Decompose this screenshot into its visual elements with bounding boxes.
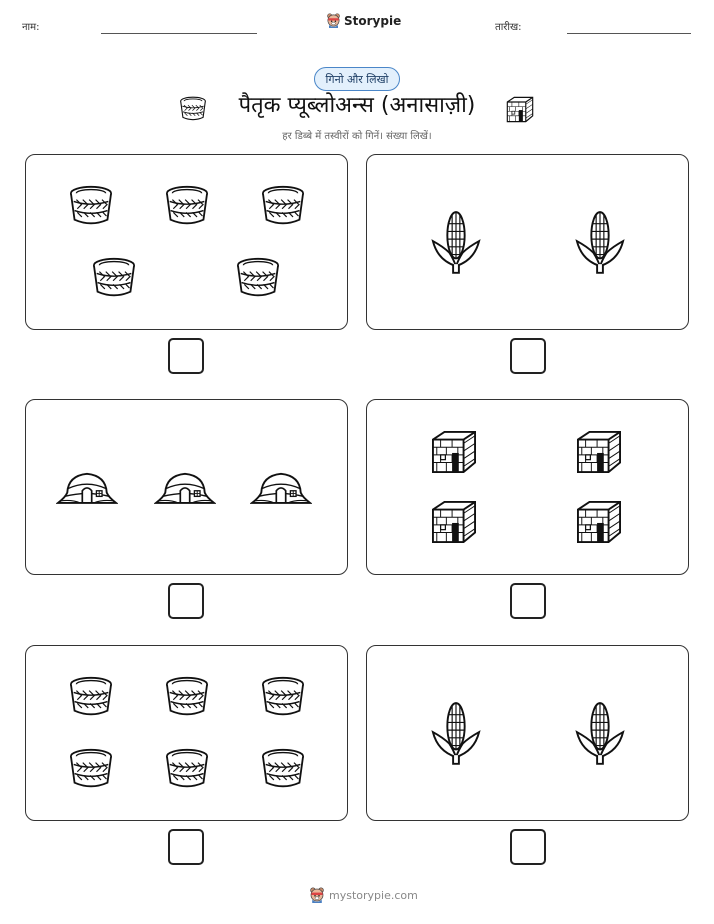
name-line[interactable]	[101, 33, 257, 34]
corn-icon	[574, 210, 626, 274]
pueblo-house-icon	[574, 500, 624, 544]
basket-icon	[164, 748, 210, 790]
pueblo-house-icon	[505, 96, 535, 123]
pueblo-house-icon	[429, 430, 479, 474]
name-label: नाम:	[22, 22, 40, 33]
hut-icon	[154, 468, 216, 506]
brand-name: Storypie	[344, 13, 402, 28]
instructions: हर डिब्बे में तस्वीरों को गिनें। संख्या लिखें।	[282, 131, 432, 142]
brand-logo	[326, 13, 401, 28]
basket-icon	[260, 676, 306, 718]
counting-box-4	[366, 399, 689, 575]
basket-icon	[68, 676, 114, 718]
basket-icon	[260, 185, 306, 227]
hut-icon	[56, 468, 118, 506]
counting-box-5	[25, 645, 348, 821]
basket-icon	[68, 185, 114, 227]
bear-mascot-icon	[309, 887, 325, 903]
answer-box-2[interactable]	[510, 338, 546, 374]
basket-icon	[164, 676, 210, 718]
worksheet-tag: गिनो और लिखो	[314, 67, 400, 91]
answer-box-5[interactable]	[168, 829, 204, 865]
hut-icon	[250, 468, 312, 506]
answer-box-6[interactable]	[510, 829, 546, 865]
counting-box-2	[366, 154, 689, 330]
bear-mascot-icon	[326, 13, 341, 28]
corn-icon	[430, 701, 482, 765]
counting-box-3	[25, 399, 348, 575]
basket-icon	[235, 257, 281, 299]
worksheet-title: पैतृक प्यूब्लोअन्स (अनासाज़ी)	[238, 93, 476, 118]
basket-icon	[91, 257, 137, 299]
answer-box-3[interactable]	[168, 583, 204, 619]
corn-icon	[574, 701, 626, 765]
pueblo-house-icon	[429, 500, 479, 544]
date-line[interactable]	[567, 33, 691, 34]
answer-box-1[interactable]	[168, 338, 204, 374]
footer-url[interactable]: mystorypie.com	[329, 888, 418, 902]
basket-icon	[260, 748, 306, 790]
answer-box-4[interactable]	[510, 583, 546, 619]
basket-icon	[164, 185, 210, 227]
date-label: तारीख:	[495, 22, 522, 33]
pueblo-house-icon	[574, 430, 624, 474]
counting-box-6	[366, 645, 689, 821]
corn-icon	[430, 210, 482, 274]
counting-box-1	[25, 154, 348, 330]
basket-icon	[68, 748, 114, 790]
footer	[309, 887, 418, 903]
